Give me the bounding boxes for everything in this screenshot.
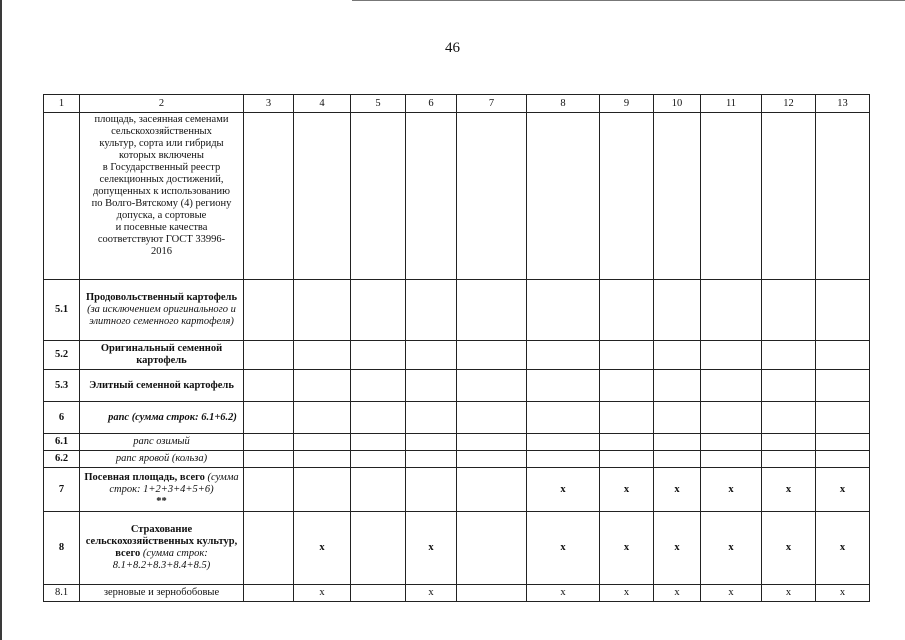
top-rule <box>352 0 905 1</box>
table-row <box>44 402 870 434</box>
table-cell <box>600 280 654 341</box>
header-cell: 10 <box>654 95 701 113</box>
table-cell <box>527 434 600 451</box>
row-description <box>80 434 244 451</box>
table-row <box>44 370 870 402</box>
table-cell: x <box>294 585 351 602</box>
description-text: (сумма строк: 1+2+3+4+5+6) <box>109 471 239 495</box>
table-cell <box>457 451 527 468</box>
table-cell <box>701 434 762 451</box>
table-cell <box>701 280 762 341</box>
table-cell <box>406 434 457 451</box>
description-line: сельскохозяйственных <box>111 126 212 137</box>
table-cell <box>406 451 457 468</box>
table-cell: x <box>600 512 654 585</box>
header-cell: 12 <box>762 95 816 113</box>
table-cell <box>351 113 406 280</box>
description-text: рапс озимый <box>133 436 190 447</box>
table-cell <box>600 113 654 280</box>
table-cell: x <box>294 512 351 585</box>
table-cell <box>351 512 406 585</box>
table-cell <box>762 341 816 370</box>
row-description <box>80 451 244 468</box>
table-cell <box>816 341 870 370</box>
description-text: (сумма строк: 8.1+8.2+8.3+8.4+8.5) <box>112 548 211 571</box>
header-row <box>44 95 870 113</box>
table-cell <box>762 113 816 280</box>
description-text: Оригинальный семенной картофель <box>100 343 223 366</box>
table-cell <box>654 113 701 280</box>
table-cell <box>701 370 762 402</box>
row-number: 6 <box>44 402 80 434</box>
table-cell <box>406 402 457 434</box>
table-cell <box>294 341 351 370</box>
table-row <box>44 451 870 468</box>
header-cell: 9 <box>600 95 654 113</box>
description-line: культур, сорта или гибриды <box>99 138 224 149</box>
row-number: 6.2 <box>44 451 80 468</box>
table-row <box>44 113 870 280</box>
table-row <box>44 341 870 370</box>
table-cell <box>527 113 600 280</box>
table-cell <box>701 113 762 280</box>
table-cell <box>654 280 701 341</box>
table-cell <box>654 434 701 451</box>
table-row <box>44 585 870 602</box>
table-cell <box>351 341 406 370</box>
table-cell <box>457 341 527 370</box>
table-cell: x <box>762 512 816 585</box>
table-cell <box>294 402 351 434</box>
row-description <box>80 113 244 280</box>
description-text: Продовольственный картофель <box>85 292 237 303</box>
table-cell <box>816 113 870 280</box>
table-cell <box>244 512 294 585</box>
table-cell <box>654 402 701 434</box>
table-row <box>44 512 870 585</box>
table-cell: x <box>527 468 600 512</box>
table-cell <box>762 280 816 341</box>
page-edge-shadow <box>0 0 2 640</box>
row-description <box>80 341 244 370</box>
table-cell <box>527 370 600 402</box>
table-cell <box>762 434 816 451</box>
table-cell <box>294 451 351 468</box>
table-cell <box>457 585 527 602</box>
table-cell <box>816 402 870 434</box>
table-cell <box>244 280 294 341</box>
table-cell <box>294 113 351 280</box>
table-cell <box>816 370 870 402</box>
description-text: (за исключением оригинального и элитного семенного картофеля) <box>87 304 236 327</box>
table-cell <box>244 341 294 370</box>
table-cell <box>406 280 457 341</box>
table-cell: x <box>816 512 870 585</box>
table-cell: x <box>701 468 762 512</box>
table-cell <box>406 468 457 512</box>
row-description <box>80 402 244 434</box>
table-cell <box>527 341 600 370</box>
header-cell: 13 <box>816 95 870 113</box>
row-number: 6.1 <box>44 434 80 451</box>
table-cell <box>244 468 294 512</box>
table-cell <box>816 434 870 451</box>
table-cell: x <box>600 468 654 512</box>
table-cell <box>527 402 600 434</box>
description-line: по Волго-Вятскому (4) региону <box>91 198 232 209</box>
row-number: 8 <box>44 512 80 585</box>
table-cell <box>600 451 654 468</box>
table-cell <box>701 341 762 370</box>
table-cell <box>457 402 527 434</box>
table-cell <box>294 370 351 402</box>
description-text: рапс яровой (кольза) <box>115 453 208 464</box>
table-row <box>44 280 870 341</box>
table-cell: x <box>701 512 762 585</box>
table-cell <box>457 280 527 341</box>
table-cell: x <box>527 585 600 602</box>
header-cell: 2 <box>80 95 244 113</box>
header-cell: 6 <box>406 95 457 113</box>
table-cell <box>457 468 527 512</box>
table-cell: x <box>600 585 654 602</box>
table-cell <box>406 370 457 402</box>
table-cell <box>762 402 816 434</box>
row-number: 5.1 <box>44 280 80 341</box>
row-number: 8.1 <box>44 585 80 602</box>
table-cell <box>406 341 457 370</box>
page-number: 46 <box>445 40 460 56</box>
table-cell: x <box>654 512 701 585</box>
row-number: 5.3 <box>44 370 80 402</box>
table-cell <box>654 370 701 402</box>
description-text: Посевная площадь, всего <box>84 471 205 483</box>
table-cell <box>244 113 294 280</box>
row-description <box>80 370 244 402</box>
header-cell: 1 <box>44 95 80 113</box>
table-cell: x <box>816 468 870 512</box>
table-row <box>44 434 870 451</box>
table-cell <box>351 451 406 468</box>
table-cell <box>701 402 762 434</box>
table-cell <box>701 451 762 468</box>
table-cell <box>600 434 654 451</box>
description-line: 2016 <box>151 246 172 257</box>
header-cell: 11 <box>701 95 762 113</box>
description-line: допущенных к использованию <box>92 186 231 197</box>
description-text: Страхование сельскохозяйственных культур, всего <box>85 524 238 559</box>
table-cell <box>457 113 527 280</box>
table-cell <box>457 512 527 585</box>
table-cell: x <box>527 512 600 585</box>
description-line: площадь, засеянная семенами <box>94 114 229 125</box>
header-cell: 4 <box>294 95 351 113</box>
data-table <box>43 94 870 602</box>
table-cell <box>294 468 351 512</box>
row-description <box>80 512 244 585</box>
table-cell <box>294 280 351 341</box>
table-cell <box>351 468 406 512</box>
table-cell: x <box>654 468 701 512</box>
header-cell: 7 <box>457 95 527 113</box>
table-cell <box>527 280 600 341</box>
row-description <box>80 280 244 341</box>
table-cell <box>351 370 406 402</box>
table-cell <box>654 341 701 370</box>
table-cell <box>816 280 870 341</box>
table-cell <box>457 434 527 451</box>
description-line: и посевные качества <box>115 222 208 233</box>
description-text: рапс (сумма строк: 6.1+6.2) <box>108 411 237 423</box>
table-cell <box>244 434 294 451</box>
table-cell <box>654 451 701 468</box>
table-cell <box>294 434 351 451</box>
table-cell <box>244 370 294 402</box>
header-cell: 3 <box>244 95 294 113</box>
row-description <box>80 585 244 602</box>
table-cell <box>527 451 600 468</box>
table-cell <box>762 370 816 402</box>
table-cell: x <box>701 585 762 602</box>
table-cell <box>244 402 294 434</box>
description-line: которых включены <box>119 150 204 161</box>
table-cell <box>351 585 406 602</box>
description-text: ** <box>156 495 167 507</box>
description-line: селекционных достижений, <box>99 174 224 185</box>
table-cell <box>351 434 406 451</box>
header-cell: 8 <box>527 95 600 113</box>
table-cell: x <box>762 585 816 602</box>
header-cell: 5 <box>351 95 406 113</box>
description-text: Элитный семенной картофель <box>89 379 234 391</box>
description-line: в Государственный реестр <box>102 162 221 173</box>
table-cell <box>816 451 870 468</box>
table-cell <box>351 402 406 434</box>
description-line: соответствуют ГОСТ 33996- <box>97 234 226 245</box>
row-number <box>44 113 80 280</box>
table-cell: x <box>762 468 816 512</box>
table-cell: x <box>406 512 457 585</box>
row-number: 5.2 <box>44 341 80 370</box>
table-row <box>44 468 870 512</box>
table-cell <box>457 370 527 402</box>
description-line: допуска, а сортовые <box>116 210 207 221</box>
row-number: 7 <box>44 468 80 512</box>
table-cell <box>244 451 294 468</box>
row-description <box>80 468 244 512</box>
table-cell <box>406 113 457 280</box>
table-cell <box>351 280 406 341</box>
table-cell: x <box>406 585 457 602</box>
table-cell: x <box>654 585 701 602</box>
table-cell <box>244 585 294 602</box>
description-text: зерновые и зернобобовые <box>103 587 220 598</box>
table-cell: x <box>816 585 870 602</box>
table-cell <box>600 370 654 402</box>
table-cell <box>762 451 816 468</box>
table-cell <box>600 402 654 434</box>
table-cell <box>600 341 654 370</box>
